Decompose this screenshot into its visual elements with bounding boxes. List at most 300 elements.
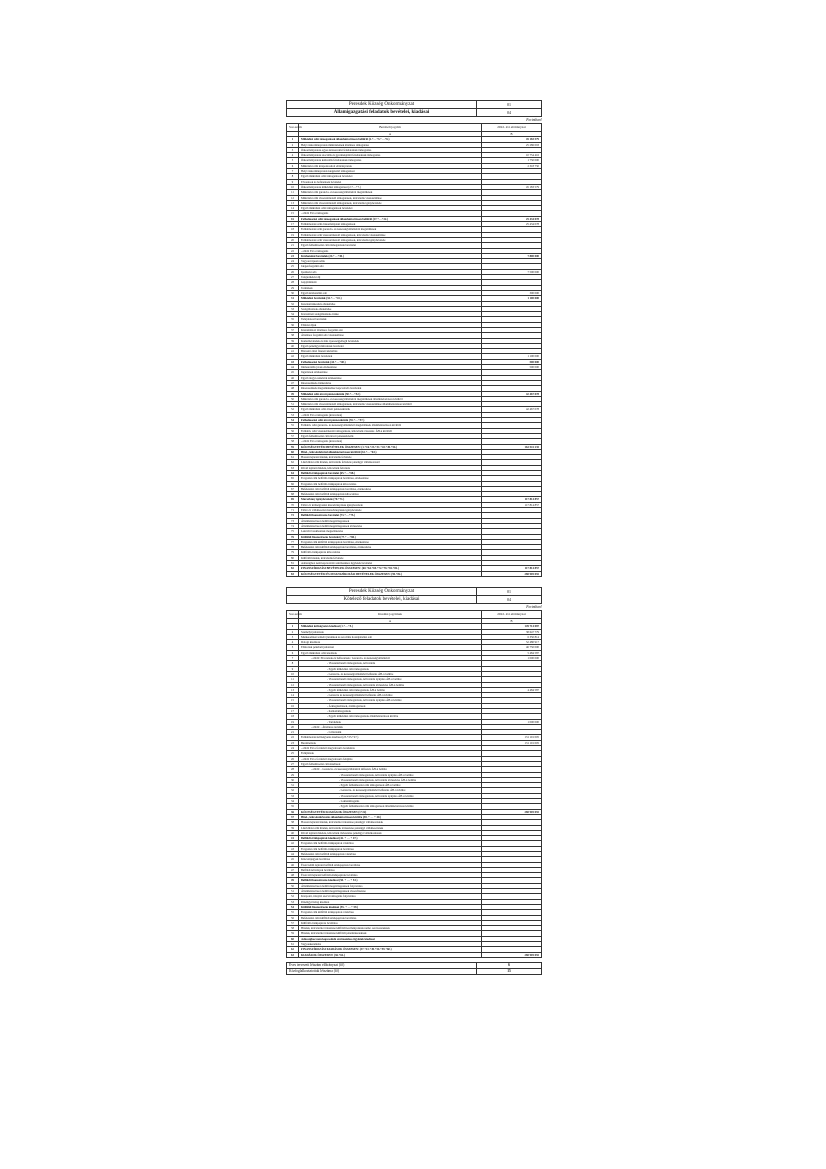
row-number: 15: [287, 698, 299, 703]
row-label: Előző év költségvetési maradványának igénybevétele: [299, 502, 482, 507]
row-label: - Visszatérítendő támogatások, kölcsönök törlesztése ÁH-n belülre: [299, 777, 482, 782]
row-amount: 117 814 857: [482, 566, 542, 571]
row-label: FINANSZÍROZÁSI KIADÁSOK ÖSSZESEN: (37.+41.+49.+54.+59.+60.): [299, 947, 482, 952]
row-amount: 162 541 235: [482, 444, 542, 449]
row-number: 21: [287, 730, 299, 735]
row-number: 81: [287, 561, 299, 566]
row-amount: 7 500 000: [482, 269, 542, 274]
row-number: 71: [287, 508, 299, 513]
row-label: Forgatási célú belföldi értékpapírok vásárlása: [299, 841, 482, 846]
row-label: - Egyéb felhalmozási célú támogatások ÁH-n belülre: [299, 783, 482, 788]
row-number: 55: [287, 423, 299, 428]
row-label: - Garancia- és kezességvállalásból kifizetés ÁH-n belülre: [299, 671, 482, 676]
row-label: Közvetített szolgáltatások értéke: [299, 312, 482, 317]
row-label: Befektetési célú külföldi értékpapírok beváltása, értékesítése: [299, 545, 482, 550]
row-number: 31: [287, 783, 299, 788]
section1-col-amount: 2022. évi előirányzat: [482, 124, 542, 132]
row-label: - Garancia- és kezességvállalásból kifizetés ÁH-n kívülre: [299, 788, 482, 793]
section1-title: Peresdek Község Önkormányzat: [287, 101, 477, 109]
row-label: Működési célú garancia- és kezességvállalásból megtérülések államháztartáson kívülről: [299, 396, 482, 401]
row-number: 18: [287, 227, 299, 232]
row-number: 49: [287, 878, 299, 883]
section2-code2: 04: [477, 595, 542, 603]
row-number: 77: [287, 539, 299, 544]
row-number: 50: [287, 883, 299, 888]
row-number: 36: [287, 809, 299, 814]
row-label: KÖLTSÉGVETÉSI KIADÁSOK ÖSSZESEN (1+22): [299, 809, 482, 814]
row-label: Államháztartáson belüli megelőlegezések visszafizetése: [299, 889, 482, 894]
row-label: - ebből EU-s támogatás (közvetlen): [299, 412, 482, 417]
row-label: Kiszámlázott általános forgalmi adó: [299, 327, 482, 332]
section2-table: [286, 610, 542, 958]
row-label: Külföldi hitelek, kölcsönök felvétele: [299, 555, 482, 560]
row-number: 17: [287, 222, 299, 227]
row-label: - Garancia és kezességvállalásból kifizetés ÁH-n kívülre: [299, 693, 482, 698]
row-number: 7: [287, 656, 299, 661]
row-number: 41: [287, 349, 299, 354]
section2-col-amount: 2022. évi előirányzat: [482, 610, 542, 618]
row-label: - Kamattámogatások: [299, 708, 482, 713]
row-number: 58: [287, 926, 299, 931]
row-label: Iparűzési adó: [299, 269, 482, 274]
row-number: 3: [287, 147, 299, 152]
row-label: Működési célú garancia- és kezességvállalásból megtérülések: [299, 190, 482, 195]
row-number: 35: [287, 804, 299, 809]
row-number: 54: [287, 904, 299, 909]
row-label: Külföldi finanszírozás bevételei (77.+…+80.): [299, 534, 482, 539]
row-number: 80: [287, 555, 299, 560]
row-label: Likviditási célú hitelek, kölcsönök felvétele pénzügyi vállalkozástól: [299, 460, 482, 465]
row-label: Működési célú visszatérítendő támogatások, kölcsönök igénybevétele: [299, 200, 482, 205]
row-number: 52: [287, 894, 299, 899]
row-number: 42: [287, 841, 299, 846]
row-number: 39: [287, 338, 299, 343]
row-label: Termékek: [299, 285, 482, 290]
row-number: 74: [287, 523, 299, 528]
table-row: [287, 571, 542, 576]
row-number: 2: [287, 629, 299, 634]
section1-header: [286, 100, 542, 117]
row-label: KIADÁSOK ÖSSZESEN: (36.+62.): [299, 952, 482, 957]
row-label: - Visszatérítendő támogatások, kölcsönök: [299, 661, 482, 666]
row-amount: 25 434 078: [482, 222, 542, 227]
row-label: Éven belüli lejáratú belföldi értékpapírok beváltása: [299, 862, 482, 867]
row-number: 13: [287, 200, 299, 205]
row-number: 61: [287, 942, 299, 947]
section1-table: [286, 123, 542, 577]
row-label: - ebből EU-s forrásból megvalósuló felújítás: [299, 756, 482, 761]
row-label: Egyéb működési célú támogatások bevételei: [299, 206, 482, 211]
row-label: Egyéb működési célú kiadások: [299, 650, 482, 655]
row-label: Befektetési célú belföldi értékpapírok beváltása, értékesítése: [299, 486, 482, 491]
row-label: - ebből EU-s támogatás: [299, 211, 482, 216]
row-label: Működési bevételek (32.+…+41.): [299, 296, 482, 301]
row-number: 26: [287, 756, 299, 761]
row-amount: 1 000 000: [482, 719, 542, 724]
row-number: 13: [287, 687, 299, 692]
row-label: Egyéb felhalmozási célú átvett pénzeszközök: [299, 433, 482, 438]
row-number: 63: [287, 952, 299, 957]
row-number: 37: [287, 327, 299, 332]
row-label: KÖLTSÉGVETÉSI BEVÉTELEK ÖSSZESEN: (1.+16.+23.+31.+43.+49.+54.): [299, 444, 482, 449]
row-number: 72: [287, 513, 299, 518]
row-label: Hosszú lejáratú hitelek, kölcsönök felvétele: [299, 455, 482, 460]
row-amount: 38 647 779: [482, 629, 542, 634]
row-label: Hitel-, kölcsönfelvétel államháztartáson kívülről (61.+…+63.): [299, 449, 482, 454]
row-label: - ebből EU-s támogatás (közvetlen): [299, 439, 482, 444]
row-label: Befektetési célú belföldi értékpapírok vásárlása: [299, 852, 482, 857]
row-label: Működési célú visszatérítendő támogatások, kölcsönök visszatérülése: [299, 195, 482, 200]
row-number: 66: [287, 481, 299, 486]
row-amount: 117 814 857: [482, 497, 542, 502]
row-label: Lekötött bankbetétek megszüntetése: [299, 529, 482, 534]
row-number: 39: [287, 825, 299, 830]
row-number: 23: [287, 253, 299, 258]
row-label: Államháztartáson belüli megelőlegezések törlesztése: [299, 523, 482, 528]
row-amount: 52 480 917: [482, 640, 542, 645]
row-label: Egyéb tárgyi eszközök értékesítése: [299, 375, 482, 380]
row-amount: 149 714 087: [482, 624, 542, 629]
row-number: 27: [287, 761, 299, 766]
row-label: - ebből: - Általános tartalék: [299, 724, 482, 729]
row-number: 5: [287, 158, 299, 163]
row-label: - ebből EU-s támogatás: [299, 248, 482, 253]
row-number: 62: [287, 460, 299, 465]
section2-title: Peresdek Község Önkormányzat: [287, 587, 477, 595]
row-number: 52: [287, 407, 299, 412]
row-label: Helyi önkormányzatok működésének általános támogatása: [299, 142, 482, 147]
row-label: Központi, irányító szervi támogatás folyósítása: [299, 894, 482, 899]
row-label: Önkormányzatok egyes köznevelési feladatainak támogatása: [299, 147, 482, 152]
row-label: Államháztartáson belüli megelőlegezések: [299, 518, 482, 523]
row-number: 46: [287, 862, 299, 867]
row-label: Forgatási célú belföldi értékpapírok beváltása: [299, 846, 482, 851]
row-label: Befektetési célú külföldi értékpapírok beváltása: [299, 915, 482, 920]
row-number: 60: [287, 936, 299, 941]
row-label: Forgatási célú külföldi értékpapírok beváltása, értékesítése: [299, 539, 482, 544]
row-number: 47: [287, 380, 299, 385]
row-number: 16: [287, 703, 299, 708]
row-number: 7: [287, 169, 299, 174]
row-number: 65: [287, 476, 299, 481]
row-number: 57: [287, 920, 299, 925]
row-label: Felhalmozási célú visszatérítendő támogatások, kölcsönök visszatérülése: [299, 232, 482, 237]
row-number: 10: [287, 184, 299, 189]
row-label: Vagyoni tipusú adók: [299, 259, 482, 264]
row-number: 29: [287, 772, 299, 777]
section1-unit: Forintban!: [526, 118, 542, 122]
row-label: Kamatbevételek és más nyereségjellegű bevételek: [299, 338, 482, 343]
row-label: Felhalmozási célú garancia- és kezességvállalásból megtérülések: [299, 227, 482, 232]
row-number: 68: [287, 492, 299, 497]
row-amount: 42 467 078: [482, 407, 542, 412]
row-label: Adóssághoz nem kapcsolódó származékos ügyletek bevételei: [299, 561, 482, 566]
row-number: 34: [287, 799, 299, 804]
row-label: - Visszatérítendő támogatások, kölcsönök nyújtása ÁH-n kívülre: [299, 793, 482, 798]
row-number: 1: [287, 624, 299, 629]
row-number: 43: [287, 846, 299, 851]
row-number: 73: [287, 518, 299, 523]
row-number: 23: [287, 740, 299, 745]
row-label: Biztosító által fizetett kártérítés: [299, 349, 482, 354]
row-label: Befektetési célú belföldi értékpapírok kibocsátása: [299, 492, 482, 497]
section1-subtitle: Államigazgatási feladatok bevételei, kiadásai: [287, 109, 477, 117]
row-number: 24: [287, 746, 299, 751]
row-number: 20: [287, 237, 299, 242]
row-label: Külföldi értékpapírok beváltása: [299, 920, 482, 925]
row-number: 3: [287, 634, 299, 639]
row-number: 37: [287, 814, 299, 819]
row-label: Egyéb felhalmozási célú támogatások bevételei: [299, 243, 482, 248]
row-label: Rövid lejáratú hitelek, kölcsönök törlesztése pénzügyi vállalkozásnak: [299, 830, 482, 835]
section2-letter-b: B: [482, 618, 542, 623]
row-label: Elvonások és befizetések bevételei: [299, 179, 482, 184]
row-amount: 500 000: [482, 365, 542, 370]
row-label: Egyéb működési célú támogatások bevételei: [299, 174, 482, 179]
row-amount: 131 191 005: [482, 740, 542, 745]
section1-col-num: Sor-szám: [287, 124, 299, 132]
row-number: 4: [287, 640, 299, 645]
row-number: 58: [287, 439, 299, 444]
row-number: 46: [287, 375, 299, 380]
row-label: Működési költségvetés kiadásai (1.+…+5.): [299, 624, 482, 629]
row-label: Egyéb közhatalmi adó: [299, 290, 482, 295]
row-number: 40: [287, 343, 299, 348]
row-number: 32: [287, 301, 299, 306]
row-number: 54: [287, 418, 299, 423]
row-number: 11: [287, 190, 299, 195]
row-number: 59: [287, 444, 299, 449]
row-label: Készletértékesítés ellenértéke: [299, 301, 482, 306]
row-label: Éven túli lejáratú belföldi értékpapírok beváltása: [299, 873, 482, 878]
row-amount: 1 750 000: [482, 158, 542, 163]
row-number: 82: [287, 566, 299, 571]
section1-col-name: Bevételi jogcím: [299, 124, 482, 132]
row-label: Szolgáltatások ellenértéke: [299, 306, 482, 311]
row-label: - Visszatérítendő támogatások, kölcsönök nyújtása ÁH-n kívülre: [299, 698, 482, 703]
row-number: 11: [287, 677, 299, 682]
row-label: Felújítások: [299, 751, 482, 756]
row-label: Immateriális javak értékesítése: [299, 365, 482, 370]
row-label: Hitel-, kölcsöntörlesztés államháztartáson kívülre (38. + … + 40.): [299, 814, 482, 819]
row-number: 34: [287, 312, 299, 317]
row-label: Dologi kiadások: [299, 640, 482, 645]
row-number: 1: [287, 137, 299, 142]
row-label: FINANSZÍROZÁSI BEVÉTELEK ÖSSZESEN: (60.+64.+69.+72.+76.+81.+82.): [299, 566, 482, 571]
row-label: Forgatási célú külföldi értékpapírok vásárlása: [299, 910, 482, 915]
row-label: Részesedések értékesítése: [299, 380, 482, 385]
row-number: 75: [287, 529, 299, 534]
row-number: 45: [287, 370, 299, 375]
row-number: 45: [287, 857, 299, 862]
row-number: 70: [287, 502, 299, 507]
row-number: 12: [287, 682, 299, 687]
row-label: Előző év vállalkozási maradványának igénybevétele: [299, 508, 482, 513]
row-amount: 25 286 093: [482, 142, 542, 147]
row-number: 18: [287, 714, 299, 719]
row-label: Felhalmozási költségvetés kiadásai (23.+25.+27.): [299, 735, 482, 740]
row-number: 19: [287, 232, 299, 237]
row-label: Vagyonkezelésbe: [299, 942, 482, 947]
row-number: 48: [287, 386, 299, 391]
row-number: 21: [287, 243, 299, 248]
section2-unit: Forintban!: [526, 604, 542, 609]
row-label: - ebből: Elvonások és befizetések / Garancia- és kezességvállalásból: [299, 656, 482, 661]
row-amount: 10 754 416: [482, 153, 542, 158]
row-label: Részesedések megszűnéséhez kapcsolódó bevételek: [299, 386, 482, 391]
section2-code1: 01: [477, 587, 542, 595]
row-label: Működési célú átvett pénzeszközök (50.+…+52.): [299, 391, 482, 396]
row-amount: 6 350 814: [482, 634, 542, 639]
row-amount: 1 100 000: [482, 296, 542, 301]
row-label: Felhalm. célú visszatérítendő támogatások, kölcsönök visszatér. ÁH-n kívülről: [299, 428, 482, 433]
row-label: Hitelek, kölcsönök törlesztése külföldi kormányoknak nemz. szervezeteknek: [299, 926, 482, 931]
public-workers-value: 15: [477, 968, 542, 974]
row-number: 28: [287, 767, 299, 772]
row-label: - Visszatérítendő támogatások, kölcsönök nyújtása ÁH-n belülre: [299, 677, 482, 682]
section2-col-num: Sor-szám: [287, 610, 299, 618]
row-label: Külföldi finanszírozás kiadásai (55. + … + 59.): [299, 904, 482, 909]
planned-headcount-label: Éves tervezett létszám előirányzat (fő): [287, 962, 477, 968]
row-label: - Lakástámogatás: [299, 799, 482, 804]
section1-letter-a: A: [299, 132, 482, 137]
row-number: 56: [287, 915, 299, 920]
row-number: 14: [287, 693, 299, 698]
row-number: 64: [287, 471, 299, 476]
row-label: Hosszú lejáratú hitelek, kölcsönök törlesztése pénzügyi vállalkozásnak: [299, 820, 482, 825]
row-number: 43: [287, 359, 299, 364]
row-label: Felhalmozási célú önkormányzati támogatások: [299, 222, 482, 227]
row-number: 47: [287, 867, 299, 872]
row-label: Önkormányzatok kulturális feladatainak támogatása: [299, 158, 482, 163]
row-number: 8: [287, 174, 299, 179]
row-amount: 5 484 587: [482, 650, 542, 655]
row-number: 33: [287, 306, 299, 311]
row-label: - Céltartalék: [299, 730, 482, 735]
planned-headcount-value: 6: [477, 962, 542, 968]
row-label: Likviditási célú hitelek, kölcsönök törlesztése pénzügyi vállalkozásnak: [299, 825, 482, 830]
row-amount: 280 905 092: [482, 571, 542, 576]
row-number: 16: [287, 216, 299, 221]
row-amount: 2 318 750: [482, 163, 542, 168]
row-label: Talajterhelési díj: [299, 275, 482, 280]
row-number: 26: [287, 269, 299, 274]
row-label: Általános forgalmi adó visszatérítése: [299, 333, 482, 338]
row-label: - Egyéb felhalmozási célú támogatások államháztartáson kívülre: [299, 804, 482, 809]
row-number: 44: [287, 365, 299, 370]
row-label: Belföldi finanszírozás kiadásai (50. + … + 53.): [299, 878, 482, 883]
row-number: 31: [287, 296, 299, 301]
row-label: Helyi önkormányzatok kiegészítő támogatásai: [299, 169, 482, 174]
row-number: 4: [287, 153, 299, 158]
section2-letter-a: A: [299, 618, 482, 623]
row-number: 20: [287, 724, 299, 729]
staff-footer: [286, 962, 542, 975]
row-number: 50: [287, 396, 299, 401]
section1-code2: 04: [477, 109, 542, 117]
row-label: Belföldi értékpapírok bevételei (65.+…+68.): [299, 471, 482, 476]
row-number: 22: [287, 735, 299, 740]
row-label: - Árkiegészítések, ártámogatások: [299, 703, 482, 708]
row-number: 63: [287, 465, 299, 470]
row-number: 62: [287, 947, 299, 952]
row-label: Munkaadókat terhelő járulékok és szociális hozzájárulási adó: [299, 634, 482, 639]
row-label: - ebből: - Garancia- és kezességvállalásból kifizetés ÁH-n belülre: [299, 767, 482, 772]
row-amount: 4 484 587: [482, 687, 542, 692]
row-number: 15: [287, 211, 299, 216]
row-number: 8: [287, 661, 299, 666]
row-number: 41: [287, 836, 299, 841]
row-amount: 131 191 005: [482, 735, 542, 740]
row-number: 78: [287, 545, 299, 550]
row-number: 30: [287, 290, 299, 295]
row-label: Felhalmozási célú átvett pénzeszközök (55.+…+57.): [299, 418, 482, 423]
row-label: - Visszatérítendő támogatások, kölcsönök nyújtása ÁH-n belülre: [299, 772, 482, 777]
row-number: 19: [287, 719, 299, 724]
row-label: - ebből EU-s forrásból megvalósuló beruházás: [299, 746, 482, 751]
table-row: [287, 952, 542, 957]
row-label: Működési célú visszatérítendő támogatások, kölcsönök visszatérülése államháztartáson kívülről: [299, 402, 482, 407]
row-label: Idegenforgalmi adó: [299, 264, 482, 269]
row-label: Belföldi finanszírozás bevételei (73.+…+75.): [299, 513, 482, 518]
section1-letter-b: B: [482, 132, 542, 137]
row-number: 12: [287, 195, 299, 200]
row-number: 30: [287, 777, 299, 782]
row-number: 69: [287, 497, 299, 502]
row-label: - Egyéb működési célú támogatások államháztartáson kívülre: [299, 714, 482, 719]
row-label: Hitelek, kölcsönök törlesztése külföldi pénzintézeteknek: [299, 931, 482, 936]
row-label: Önkormányzatok működési támogatásai (2.+…+7.): [299, 184, 482, 189]
row-number: 33: [287, 793, 299, 798]
document-sheet: [286, 100, 542, 975]
row-number: 83: [287, 571, 299, 576]
row-label: - Visszatérítendő támogatások, kölcsönök törlesztése ÁH-n belülre: [299, 682, 482, 687]
row-label: Ingatlanok értékesítése: [299, 370, 482, 375]
row-number: 5: [287, 645, 299, 650]
row-number: 76: [287, 534, 299, 539]
row-number: 6: [287, 650, 299, 655]
row-number: 55: [287, 910, 299, 915]
row-number: 67: [287, 486, 299, 491]
row-number: 61: [287, 455, 299, 460]
row-label: Egyéb működési bevételek: [299, 354, 482, 359]
row-label: Ellátási díjak: [299, 322, 482, 327]
row-label: - Egyéb működési célú támogatások ÁH-n belülre: [299, 687, 482, 692]
row-number: 2: [287, 142, 299, 147]
row-label: Felhalmozási célú visszatérítendő támogatások, kölcsönök igénybevétele: [299, 237, 482, 242]
row-number: 17: [287, 708, 299, 713]
row-amount: 500 000: [482, 359, 542, 364]
row-amount: 1 000 000: [482, 656, 542, 661]
row-amount: 42 467 078: [482, 391, 542, 396]
row-label: Működési célú támogatások államháztartáson belülről (2.+…+3.+…+6.): [299, 137, 482, 142]
row-number: 48: [287, 873, 299, 878]
row-label: Forgatási célú belföldi értékpapírok beváltása, értékesítése: [299, 476, 482, 481]
row-label: Felhalm. célú garancia- és kezességvállalásból megtérülések államháztartáson kívülről: [299, 423, 482, 428]
row-number: 9: [287, 179, 299, 184]
row-amount: 7 800 000: [482, 253, 542, 258]
row-label: - Tartalékok: [299, 719, 482, 724]
row-number: 60: [287, 449, 299, 454]
row-label: Egyéb működési célú átvett pénzeszközök: [299, 407, 482, 412]
row-amount: 45 183 579: [482, 137, 542, 142]
section2-subtitle: Kötelező feladatok bevételei, kiadásai: [287, 595, 477, 603]
row-number: 22: [287, 248, 299, 253]
section2-header: [286, 587, 542, 604]
row-amount: 46 750 000: [482, 645, 542, 650]
row-number: 49: [287, 391, 299, 396]
row-number: 32: [287, 788, 299, 793]
